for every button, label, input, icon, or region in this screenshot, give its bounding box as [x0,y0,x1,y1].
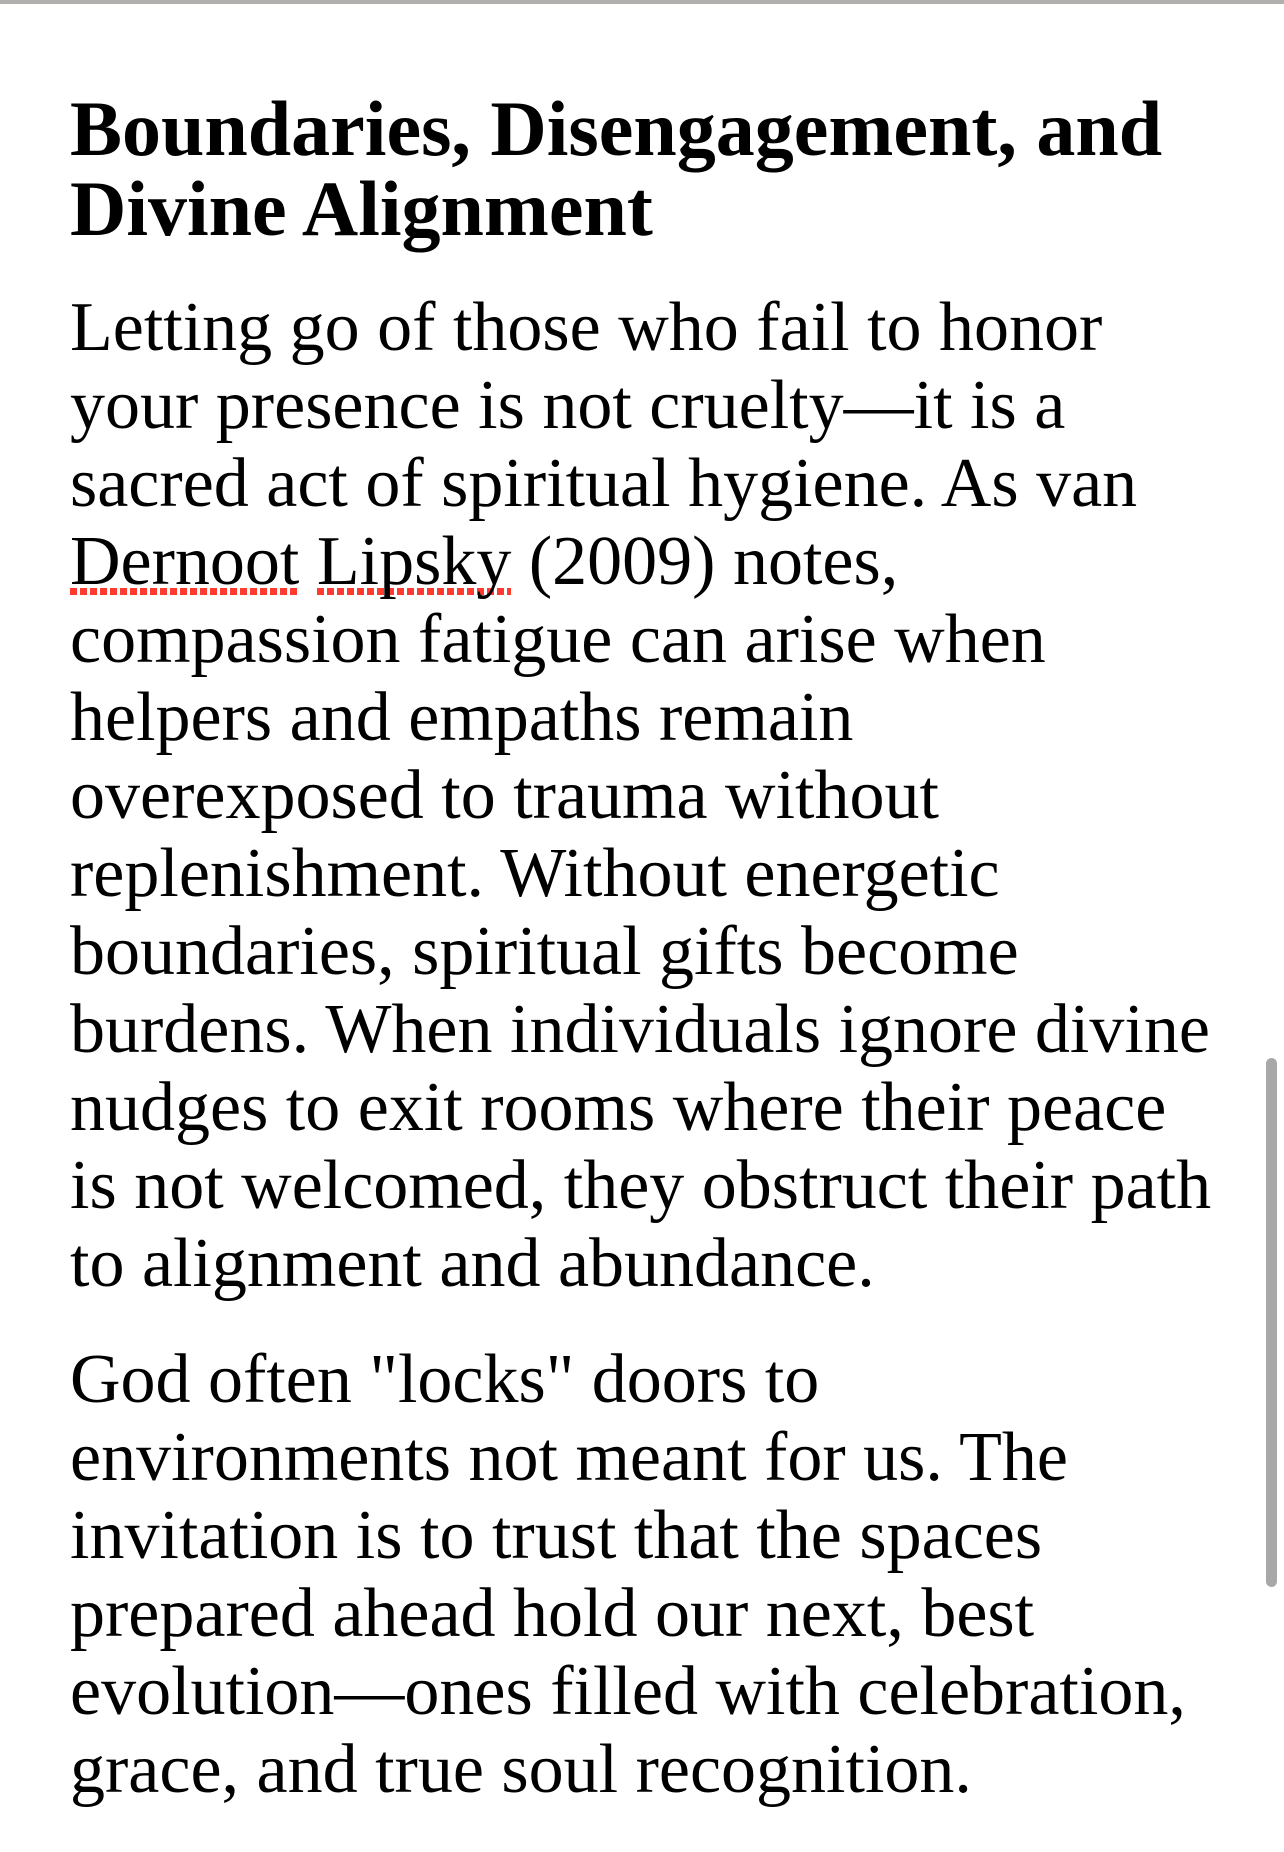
body-line: helpers and empaths remain [70,679,854,756]
heading-line: Divine Alignment [70,165,653,252]
body-line: environments not meant for us. The [70,1419,1068,1496]
body-line: Letting go of those who fail to honor [70,289,1103,366]
body-line: sacred act of spiritual hygiene. As van [70,445,1138,522]
body-line: evolution—ones filled with celebration, [70,1653,1186,1730]
body-line: burdens. When individuals ignore divine [70,991,1210,1068]
body-line: compassion fatigue can arise when [70,601,1046,678]
body-line: God often "locks" doors to [70,1341,820,1418]
body-line: to alignment and abundance. [70,1225,875,1302]
document-page [70,4,1236,1809]
body-line-citation [70,523,1236,601]
misspelled-word-lipsky[interactable]: Lipsky [316,523,512,600]
paragraph-boundaries [70,289,1236,1303]
body-line: nudges to exit rooms where their peace [70,1069,1167,1146]
body-line: boundaries, spiritual gifts become [70,913,1019,990]
misspelled-word-dernoot[interactable]: Dernoot [70,523,300,600]
body-line: grace, and true soul recognition. [70,1731,972,1808]
body-line: invitation is to trust that the spaces [70,1497,1043,1574]
document-heading [70,85,1236,252]
body-line: replenishment. Without energetic [70,835,1000,912]
paragraph-locked-doors [70,1341,1236,1809]
scrollbar-thumb[interactable] [1266,1058,1277,1587]
heading-line: Boundaries, Disengagement, and [70,85,1163,172]
body-line: your presence is not cruelty—it is a [70,367,1066,444]
citation-text: (2009) notes, [528,523,899,600]
body-line: is not welcomed, they obstruct their path [70,1147,1212,1224]
body-line: overexposed to trauma without [70,757,939,834]
body-line: prepared ahead hold our next, best [70,1575,1035,1652]
